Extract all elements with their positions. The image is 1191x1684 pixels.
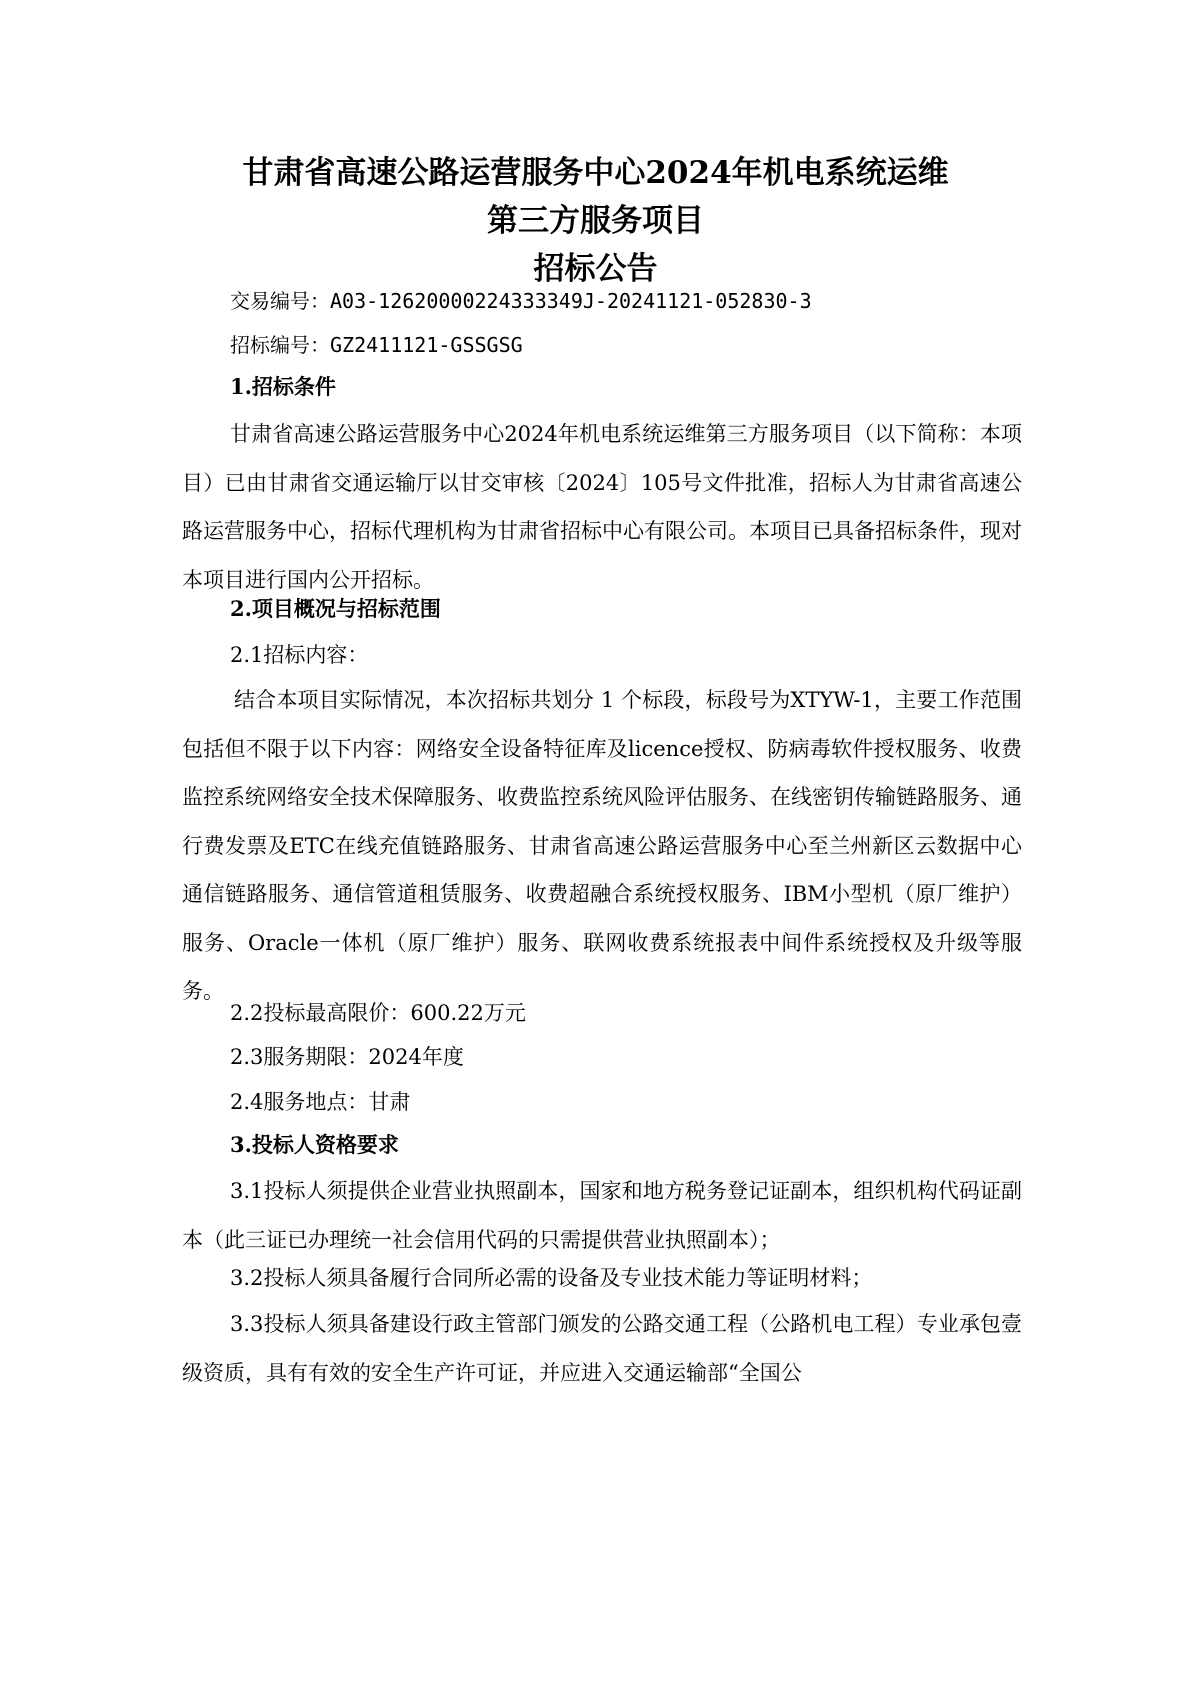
section-3-2-text: 3.2投标人须具备履行合同所必需的设备及专业技术能力等证明材料； [230,1266,873,1290]
section-2-1-label: 2.1招标内容： [230,643,369,667]
section-2-3-service-period: 2.3服务期限：2024年度 [230,1045,464,1069]
section-3-1-text: 3.1投标人须提供企业营业执照副本，国家和地方税务登记证副本，组织机构代码证副本（此三证已办理统一社会信用代码的只需提供营业执照副本）； [182,1179,1022,1252]
section-2-heading: 2.项目概况与招标范围 [230,596,441,621]
document-title-line-3: 招标公告 [533,251,658,287]
trade-number: 交易编号：A03-12620000224333349J-20241121-052830-3 [230,289,812,313]
section-1-text: 甘肃省高速公路运营服务中心2024年机电系统运维第三方服务项目（以下简称：本项目）已由甘肃省交通运输厅以甘交审核〔2024〕105号文件批准，招标人为甘肃省高速公路运营服务中心，招标代理机构为甘肃省招标中心有限公司。本项目已具备招标条件，现对本项目进行国内公开招标。 [182,422,1022,592]
document-title-line-2: 第三方服务项目 [487,203,704,239]
section-2-4-service-location: 2.4服务地点：甘肃 [230,1090,411,1114]
document-title-line-1: 甘肃省高速公路运营服务中心2024年机电系统运维 [242,155,949,191]
section-1-heading: 1.招标条件 [230,374,336,399]
section-3-heading: 3.投标人资格要求 [230,1132,399,1157]
section-2-2-max-price: 2.2投标最高限价：600.22万元 [230,1001,526,1025]
tender-number: 招标编号：GZ2411121-GSSGSG [230,333,523,357]
section-3-3-text: 3.3投标人须具备建设行政主管部门颁发的公路交通工程（公路机电工程）专业承包壹级资质，具有有效的安全生产许可证，并应进入交通运输部“全国公 [182,1312,1022,1385]
section-2-1-text: 结合本项目实际情况，本次招标共划分 1 个标段，标段号为XTYW-1，主要工作范围包括但不限于以下内容：网络安全设备特征库及licence授权、防病毒软件授权服务、收费监控系统网络安全技术保障服务、收费监控系统风险评估服务、在线密钥传输链路服务、通行费发票及ETC在线充值链路服务、甘肃省高速公路运营服务中心至兰州新区云数据中心通信链路服务、通信管道租赁服务、收费超融合系统授权服务、IBM小型机（原厂维护）服务、Oracle一体机（原厂维护）服务、联网收费系统报表中间件系统授权及升级等服务。 [182,688,1022,1003]
